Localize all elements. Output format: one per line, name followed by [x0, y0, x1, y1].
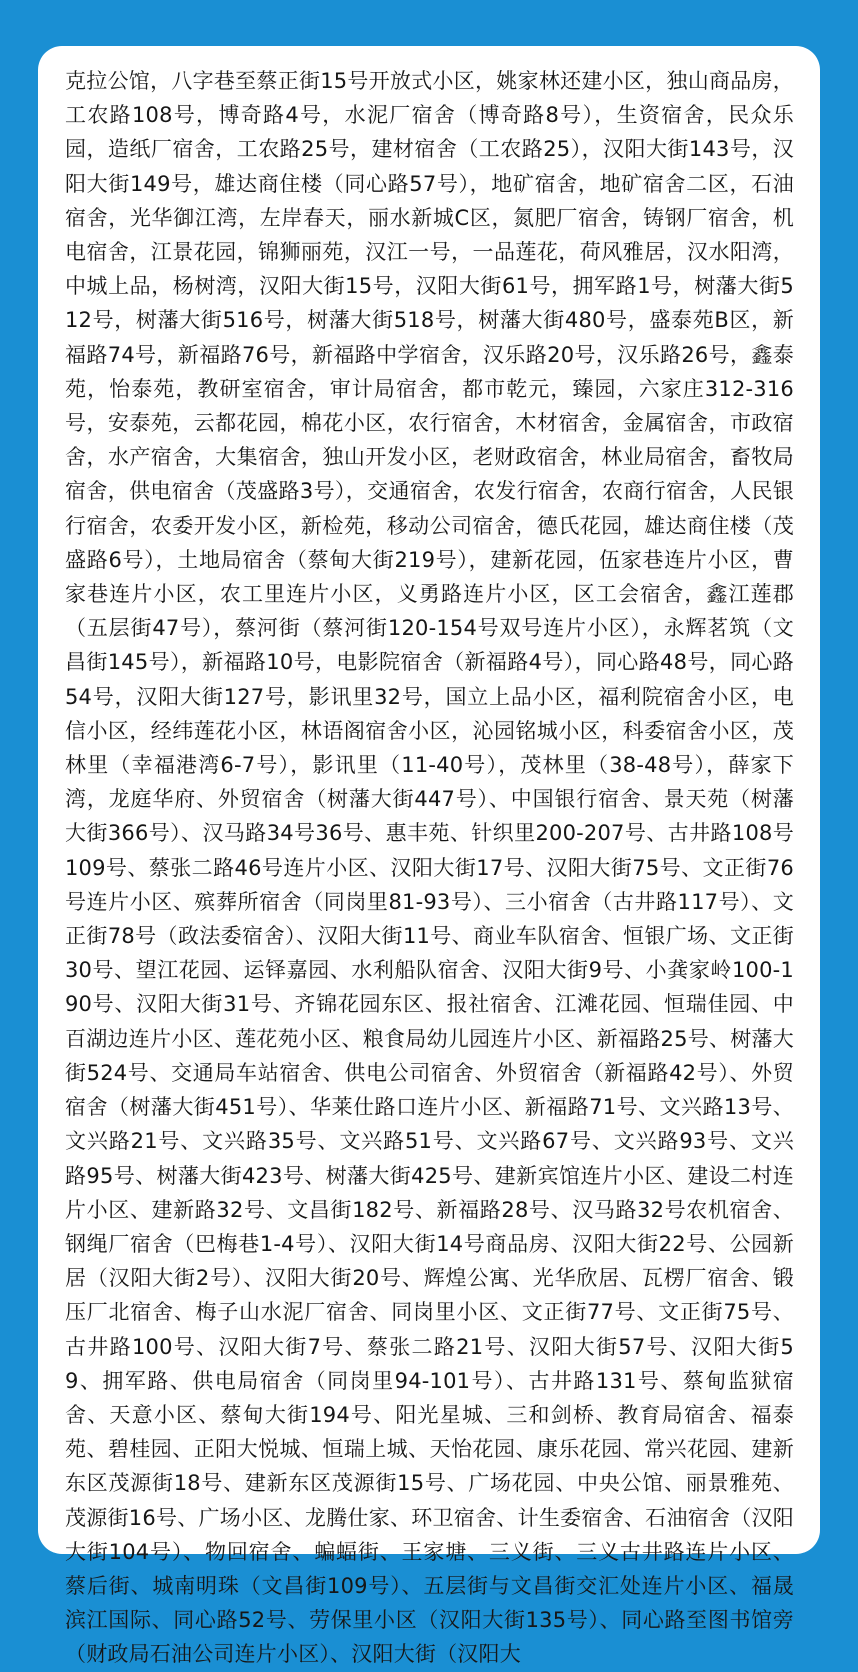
content-card — [38, 46, 820, 1667]
community-list-text: 克拉公馆，八字巷至蔡正街15号开放式小区，姚家林还建小区，独山商品房，工农路108号，博奇路4号，水泥厂宿舍（博奇路8号），生资宿舍，民众乐园，造纸厂宿舍，工农路25号，建材宿舍（工农路25），汉阳大街143号，汉阳大街149号，雄达商住楼（同心路57号），地矿宿舍，地矿宿舍二区，石油宿舍，光华御江湾，左岸春天，丽水新城C区，氮肥厂宿舍，铸钢厂宿舍，机电宿舍，江景花园，锦狮丽苑，汉江一号，一品莲花，荷风雅居，汉水阳湾，中城上品，杨树湾，汉阳大街15号，汉阳大街61号，拥军路1号，树藩大街512号，树藩大街516号，树藩大街518号，树藩大街480号，盛泰苑B区，新福路74号，新福路76号，新福路中学宿舍，汉乐路20号，汉乐路26号，鑫泰苑，怡泰苑，教研室宿舍，审计局宿舍，都市乾元，臻园，六家庄312-316号，安泰苑，云都花园，棉花小区，农行宿舍，木材宿舍，金属宿舍，市政宿舍，水产宿舍，大集宿舍，独山开发小区，老财政宿舍，林业局宿舍，畜牧局宿舍，供电宿舍（茂盛路3号），交通宿舍，农发行宿舍，农商行宿舍，人民银行宿舍，农委开发小区，新检苑，移动公司宿舍，德氏花园，雄达商住楼（茂盛路6号），土地局宿舍（蔡甸大街219号），建新花园，伍家巷连片小区，曹家巷连片小区，农工里连片小区，义勇路连片小区，区工会宿舍，鑫江莲郡（五层街47号），蔡河街（蔡河街120-154号双号连片小区），永辉茗筑（文昌街145号），新福路10号，电影院宿舍（新福路4号），同心路48号，同心路54号，汉阳大街127号，影讯里32号，国立上品小区，福利院宿舍小区，电信小区，经纬莲花小区，林语阁宿舍小区，沁园铭城小区，科委宿舍小区，茂林里（幸福港湾6-7号），影讯里（11-40号），茂林里（38-48号），薛家下湾，龙庭华府、外贸宿舍（树藩大街447号）、中国银行宿舍、景天苑（树藩大街366号）、汉马路34号36号、惠丰苑、针织里200-207号、古井路108号109号、蔡张二路46号连片小区、汉阳大街17号、汉阳大街75号、文正街76号连片小区、殡葬所宿舍（同岗里81-93号）、三小宿舍（古井路117号）、文正街78号（政法委宿舍）、汉阳大街11号、商业车队宿舍、恒银广场、文正街30号、望江花园、运铎嘉园、水利船队宿舍、汉阳大街9号、小龚家岭100-190号、汉阳大街31号、齐锦花园东区、报社宿舍、江滩花园、恒瑞佳园、中百湖边连片小区、莲花苑小区、粮食局幼儿园连片小区、新福路25号、树藩大街524号、交通局车站宿舍、供电公司宿舍、外贸宿舍（新福路42号）、外贸宿舍（树藩大街451号）、华莱仕路口连片小区、新福路71号、文兴路13号、文兴路21号、文兴路35号、文兴路51号、文兴路67号、文兴路93号、文兴路95号、树藩大街423号、树藩大街425号、建新宾馆连片小区、建设二村连片小区、建新路32号、文昌街182号、新福路28号、汉马路32号农机宿舍、钢绳厂宿舍（巴梅巷1-4号）、汉阳大街14号商品房、汉阳大街22号、公园新居（汉阳大街2号）、汉阳大街20号、辉煌公寓、光华欣居、瓦楞厂宿舍、锻压厂北宿舍、梅子山水泥厂宿舍、同岗里小区、文正街77号、文正街75号、古井路100号、汉阳大街7号、蔡张二路21号、汉阳大街57号、汉阳大街59、拥军路、供电局宿舍（同岗里94-101号）、古井路131号、蔡甸监狱宿舍、天意小区、蔡甸大街194号、阳光星城、三和剑桥、教育局宿舍、福泰苑、碧桂园、正阳大悦城、恒瑞上城、天怡花园、康乐花园、常兴花园、建新东区茂源街18号、建新东区茂源街15号、广场花园、中央公馆、丽景雅苑、茂源街16号、广场小区、龙腾仕家、环卫宿舍、计生委宿舍、石油宿舍（汉阳大街104号）、物回宿舍、蝙蝠街、王家塘、三义街、三义古井路连片小区、蔡后街、城南明珠（文昌街109号）、五层街与文昌街交汇处连片小区、福晟滨江国际、同心路52号、劳保里小区（汉阳大街135号）、同心路至图书馆旁（财政局石油公司连片小区）、汉阳大街（汉阳大 — [65, 69, 794, 1667]
